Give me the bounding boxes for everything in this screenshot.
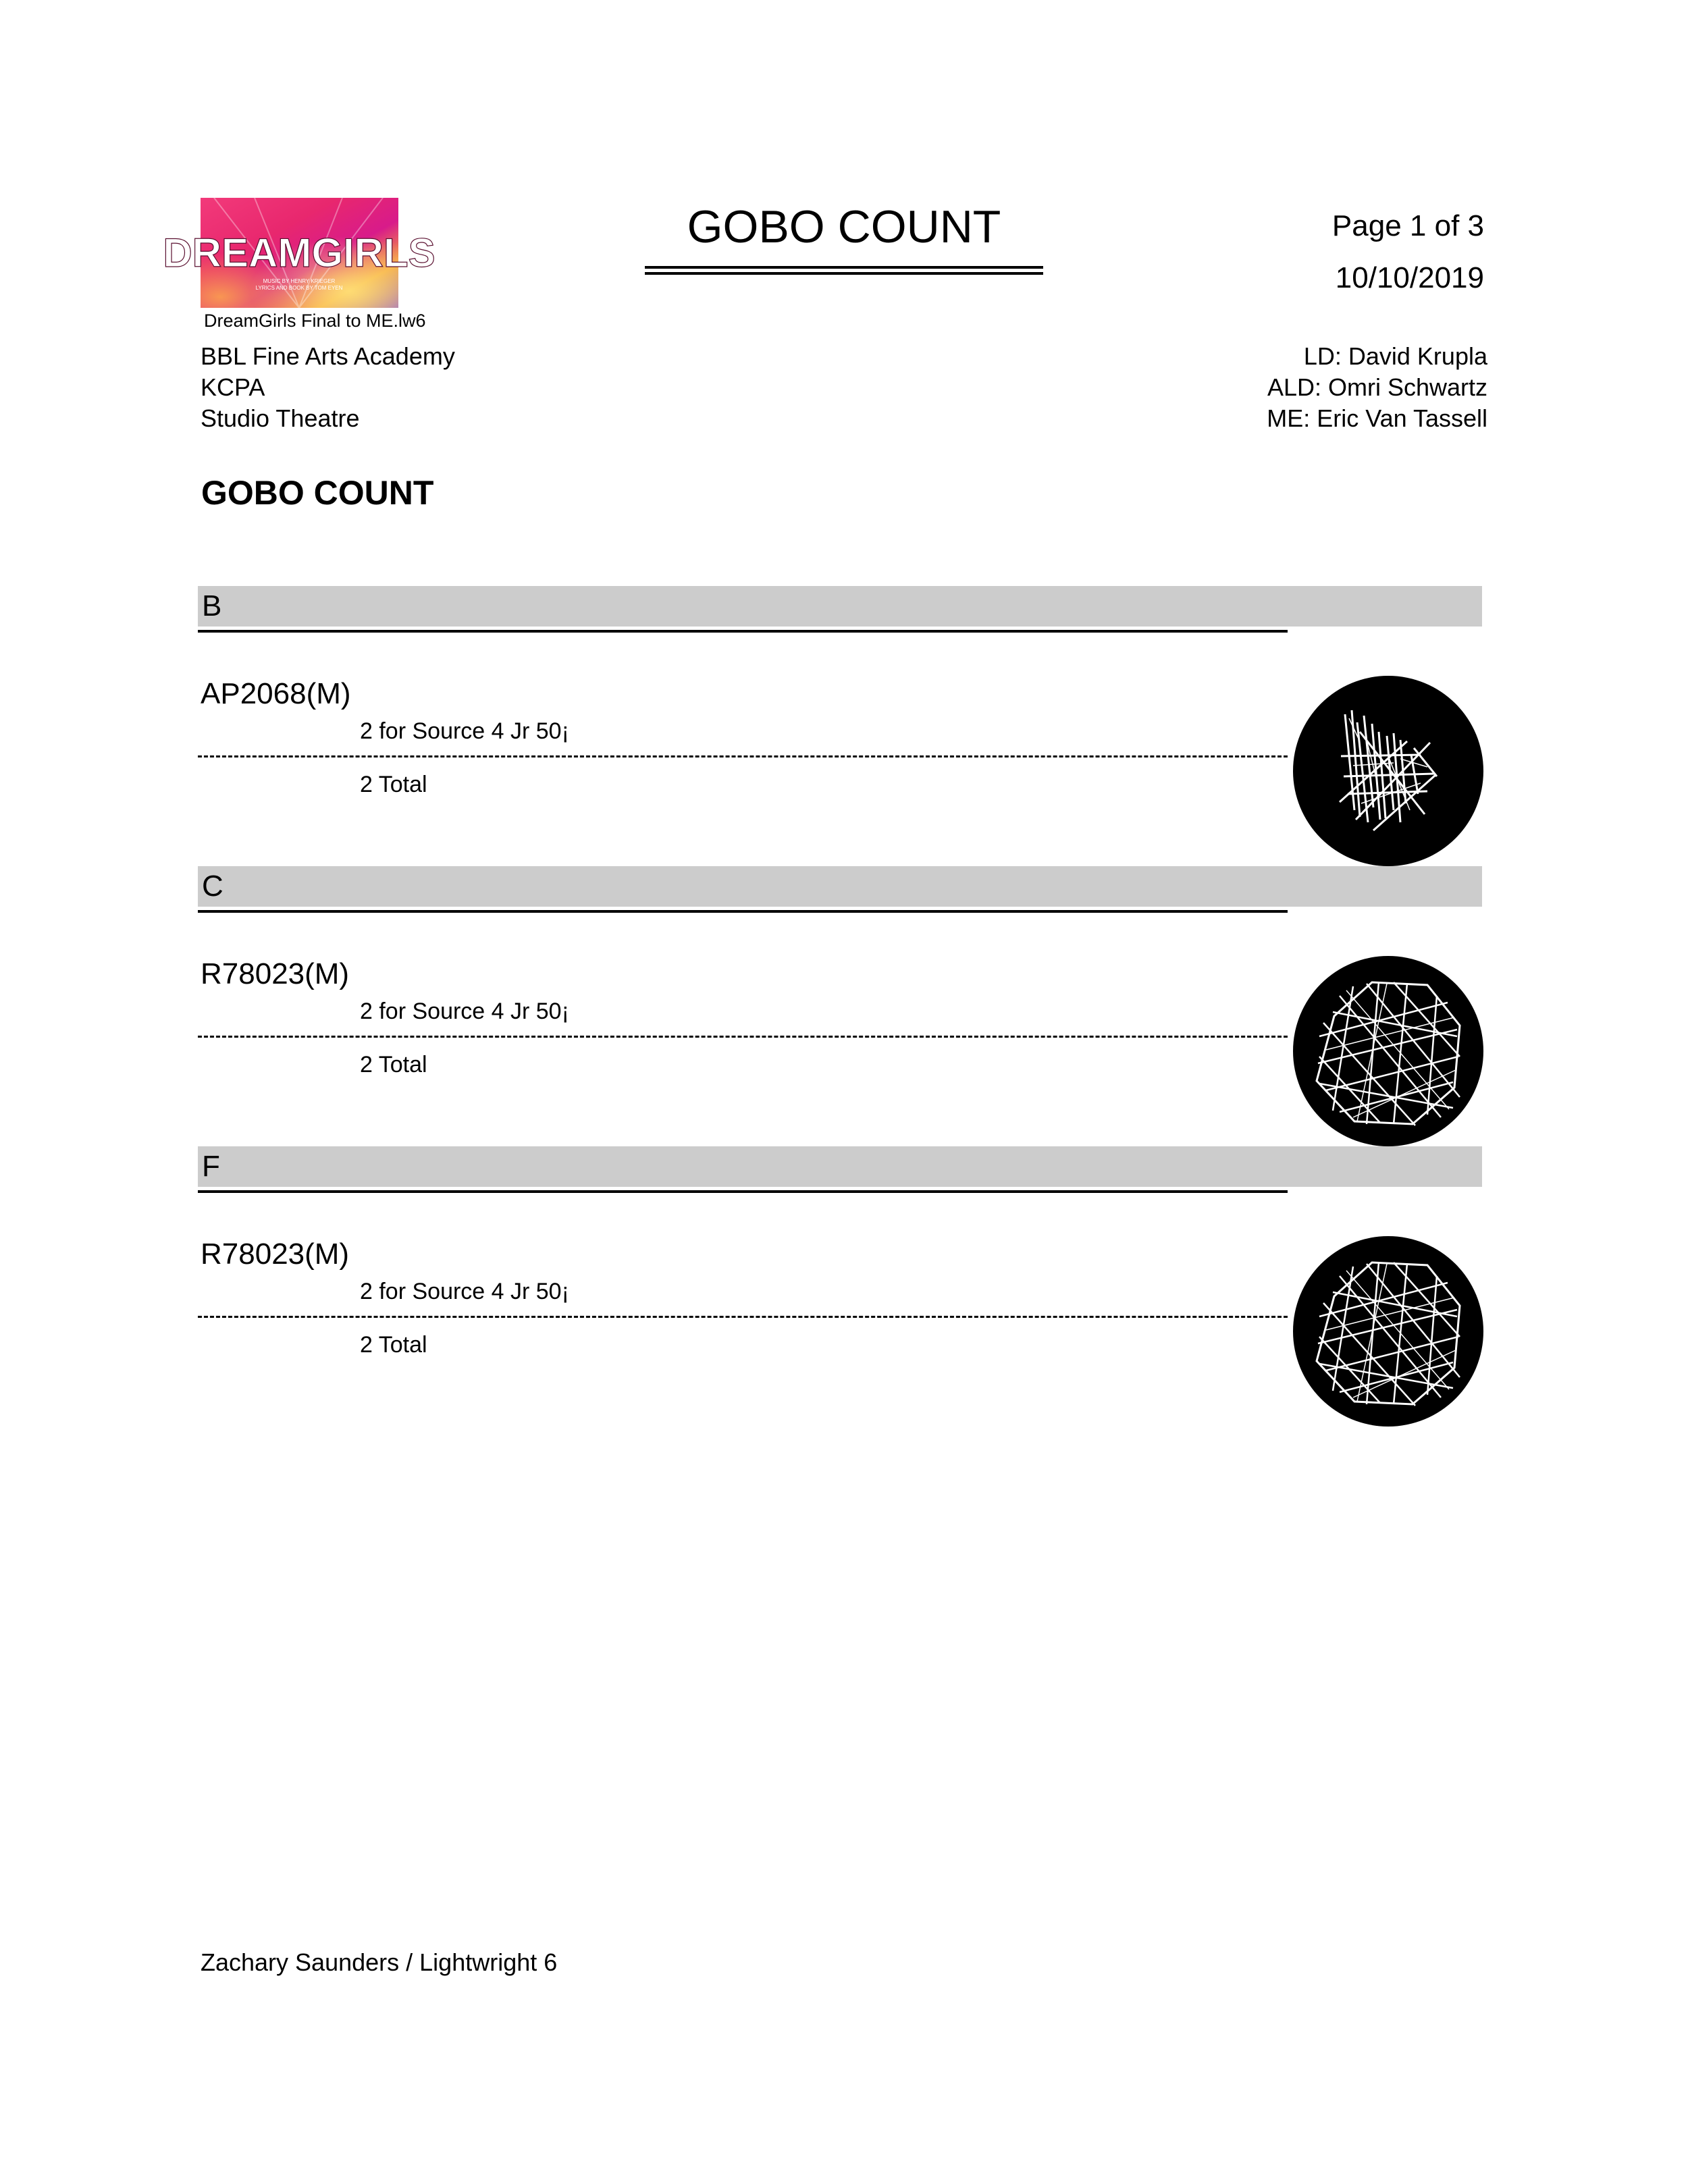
logo-wordmark: DREAMGIRLS [163, 230, 436, 275]
file-name: DreamGirls Final to ME.lw6 [204, 311, 426, 331]
dreamgirls-logo [163, 198, 436, 308]
staff-info [1267, 341, 1487, 434]
section-rule [198, 910, 1288, 913]
gobo-total: 2 Total [360, 1332, 427, 1358]
report-title: GOBO COUNT [201, 474, 434, 512]
gobo-usage: 2 for Source 4 Jr 50¡ [360, 1279, 569, 1304]
section-letter: B [202, 589, 222, 622]
gobo-name: AP2068(M) [201, 677, 351, 710]
report-date: 10/10/2019 [1335, 261, 1484, 294]
page-number: Page 1 of 3 [1331, 209, 1484, 242]
logo-credit-music: MUSIC BY HENRY KRIEGER [263, 278, 336, 284]
gobo-pattern-lines-icon [1292, 955, 1484, 1147]
gobo-usage: 2 for Source 4 Jr 50¡ [360, 718, 569, 744]
section-letter: F [202, 1150, 220, 1183]
logo-credit-lyrics: LYRICS AND BOOK BY TOM EYEN [255, 285, 343, 291]
gobo-total: 2 Total [360, 772, 427, 797]
gobo-usage: 2 for Source 4 Jr 50¡ [360, 998, 569, 1024]
dashed-rule [198, 755, 1288, 757]
gobo-pattern-shattered-icon [1292, 675, 1484, 867]
venue-line: BBL Fine Arts Academy [201, 342, 455, 370]
section-rule [198, 1190, 1288, 1193]
gobo-name: R78023(M) [201, 957, 350, 990]
title-underline-top [645, 266, 1043, 269]
footer-credit: Zachary Saunders / Lightwright 6 [201, 1948, 558, 1976]
title-underline-bottom [645, 272, 1043, 275]
section-header-bar [198, 586, 1482, 627]
staff-line: ME: Eric Van Tassell [1267, 404, 1487, 432]
section-header-bar [198, 1146, 1482, 1187]
venue-line: Studio Theatre [201, 404, 360, 432]
page-title: GOBO COUNT [687, 201, 1001, 252]
section-letter: C [202, 870, 223, 903]
section-header-bar [198, 866, 1482, 907]
gobo-pattern-lines-icon [1292, 1235, 1484, 1427]
dashed-rule [198, 1316, 1288, 1318]
venue-line: KCPA [201, 373, 265, 401]
venue-info [201, 341, 455, 434]
gobo-total: 2 Total [360, 1052, 427, 1077]
dashed-rule [198, 1036, 1288, 1038]
gobo-name: R78023(M) [201, 1237, 350, 1271]
section-rule [198, 630, 1288, 633]
staff-line: LD: David Krupla [1303, 342, 1487, 370]
staff-line: ALD: Omri Schwartz [1267, 373, 1487, 401]
